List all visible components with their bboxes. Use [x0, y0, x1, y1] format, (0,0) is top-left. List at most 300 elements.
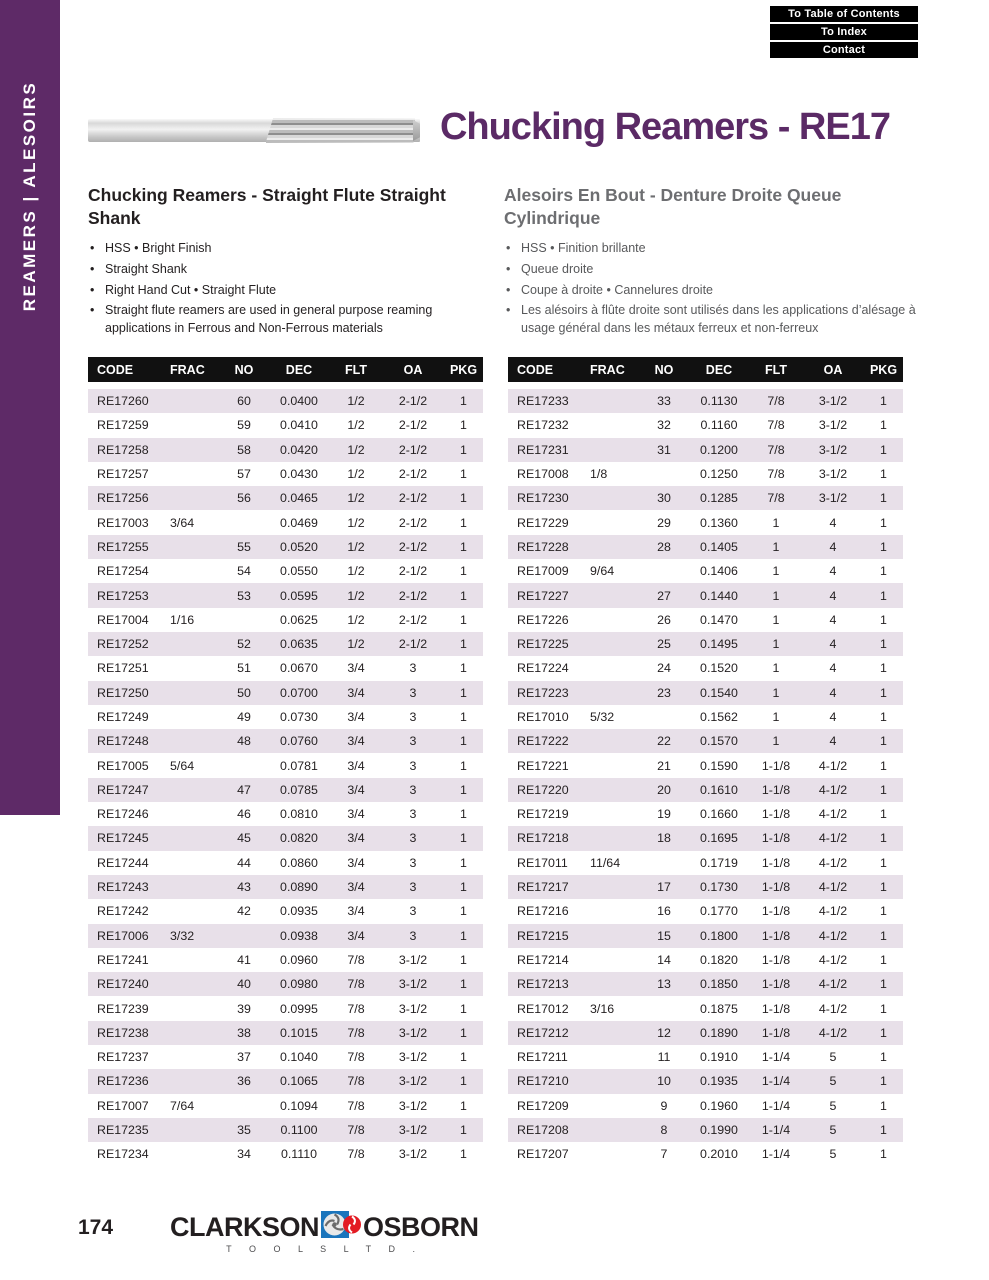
intro-french-bullets: [504, 240, 919, 338]
column-header: DEC: [688, 357, 750, 389]
table-cell: [168, 705, 220, 729]
table-cell: 1: [460, 855, 467, 870]
table-cell: 1: [864, 535, 903, 559]
table-cell: [588, 535, 640, 559]
table-cell: 1: [864, 778, 903, 802]
table-cell: 2-1/2: [398, 515, 428, 530]
table-row: [88, 753, 483, 777]
table-cell: [640, 996, 688, 1020]
table-cell: 1: [460, 564, 467, 579]
page-title: Chucking Reamers - RE17: [439, 106, 890, 148]
table-cell: 0.1990: [688, 1118, 750, 1142]
table-cell: 3/4: [347, 661, 365, 676]
table-cell: 1: [864, 583, 903, 607]
table-row: [508, 510, 903, 534]
table-cell: 32: [657, 418, 671, 433]
table-cell: 7/8: [767, 418, 785, 433]
table-cell: [168, 875, 220, 899]
table-cell: 17: [640, 875, 688, 899]
bullet-item: • HSS • Bright Finish: [88, 240, 496, 258]
table-cell: 3-1/2: [398, 952, 428, 967]
table-cell: 1/2: [330, 438, 382, 462]
table-cell: RE17225: [508, 632, 588, 656]
table-cell: 7: [660, 1147, 668, 1162]
table-cell: 1: [444, 632, 483, 656]
table-cell: 1: [444, 681, 483, 705]
table-row: [88, 851, 483, 875]
bullet-item: • HSS • Finition brillante: [504, 240, 919, 258]
table-cell: 21: [657, 758, 671, 773]
table-cell: [588, 948, 640, 972]
table-cell: 4-1/2: [818, 1001, 848, 1016]
table-cell: 14: [657, 952, 671, 967]
table-cell: [168, 462, 220, 486]
table-cell: 1: [880, 855, 887, 870]
table-row: [508, 826, 903, 850]
table-cell: 4: [829, 515, 837, 530]
table-cell: 1-1/8: [761, 807, 791, 822]
table-cell: 3-1/2: [398, 1050, 428, 1065]
table-cell: 1: [460, 758, 467, 773]
table-row: [88, 1069, 483, 1093]
column-header: CODE: [88, 357, 168, 389]
table-cell: RE17010: [517, 710, 569, 724]
table-cell: 0.1040: [280, 1050, 318, 1065]
table-cell: RE17252: [88, 632, 168, 656]
table-cell: [168, 438, 220, 462]
nav-button-table-of-contents[interactable]: To Table of Contents: [770, 6, 918, 22]
table-cell: RE17220: [508, 778, 588, 802]
intro-english: [88, 184, 496, 341]
table-cell: 3-1/2: [802, 438, 864, 462]
table-cell: RE17249: [97, 710, 149, 724]
table-cell: [588, 802, 640, 826]
table-cell: RE17247: [88, 778, 168, 802]
table-cell: 4-1/2: [802, 924, 864, 948]
table-cell: 3: [382, 681, 444, 705]
table-cell: 1: [444, 438, 483, 462]
table-cell: 0.1910: [700, 1050, 738, 1065]
table-cell: [588, 681, 640, 705]
table-cell: [588, 608, 640, 632]
table-cell: 3-1/2: [802, 389, 864, 413]
table-cell: RE17207: [517, 1147, 569, 1162]
table-cell: 3: [382, 729, 444, 753]
table-cell: 3: [409, 758, 417, 773]
table-cell: 30: [640, 486, 688, 510]
table-cell: [588, 486, 640, 510]
table-cell: 51: [237, 661, 251, 676]
table-cell: 9: [660, 1098, 668, 1113]
table-cell: [168, 729, 220, 753]
table-row: [88, 826, 483, 850]
table-cell: 47: [220, 778, 268, 802]
table-cell: 1/2: [347, 564, 365, 579]
table-cell: 0.1820: [700, 952, 738, 967]
spec-table-left: [88, 357, 483, 1167]
nav-button-index[interactable]: To Index: [770, 24, 918, 40]
table-cell: 5: [829, 1098, 837, 1113]
table-cell: 4-1/2: [802, 875, 864, 899]
table-cell: 45: [220, 826, 268, 850]
table-cell: 27: [640, 583, 688, 607]
table-row: [88, 778, 483, 802]
table-row: [508, 438, 903, 462]
table-cell: 0.1406: [700, 564, 738, 579]
table-cell: 58: [220, 438, 268, 462]
table-row: [88, 632, 483, 656]
table-cell: 24: [657, 661, 671, 676]
table-cell: 1: [864, 1118, 903, 1142]
table-cell: 18: [640, 826, 688, 850]
table-row: [508, 559, 903, 583]
intro-french-heading: Alesoirs En Bout - Denture Droite Queue Cylindrique: [504, 185, 842, 229]
table-cell: 13: [640, 972, 688, 996]
table-cell: 0.1200: [688, 438, 750, 462]
table-cell: 4-1/2: [818, 904, 848, 919]
table-cell: 3-1/2: [382, 1069, 444, 1093]
table-cell: 3-1/2: [802, 486, 864, 510]
table-cell: 1: [444, 729, 483, 753]
table-cell: 16: [657, 904, 671, 919]
table-cell: 0.1540: [688, 681, 750, 705]
table-cell: [168, 656, 220, 680]
table-cell: 49: [237, 710, 251, 724]
table-cell: 1: [880, 1001, 887, 1016]
table-cell: [168, 1142, 220, 1166]
table-cell: 1: [864, 972, 903, 996]
table-cell: 1: [460, 661, 467, 676]
table-cell: 0.0550: [280, 564, 318, 579]
table-cell: 4: [802, 535, 864, 559]
table-cell: 1-1/4: [761, 1147, 791, 1162]
table-cell: 0.0465: [268, 486, 330, 510]
table-cell: 1: [460, 952, 467, 967]
table-cell: 3: [409, 807, 417, 822]
table-cell: 1: [864, 438, 903, 462]
table-cell: 7/8: [750, 486, 802, 510]
table-cell: 28: [640, 535, 688, 559]
table-cell: [588, 826, 640, 850]
table-cell: 1-1/4: [761, 1050, 791, 1065]
table-cell: RE17223: [508, 681, 588, 705]
table-cell: 2-1/2: [382, 486, 444, 510]
table-cell: 1: [460, 515, 467, 530]
table-cell: 11/64: [590, 855, 621, 870]
table-cell: 3: [409, 710, 417, 724]
table-cell: RE17004: [97, 612, 149, 627]
table-cell: 1: [750, 729, 802, 753]
table-cell: 1: [772, 612, 780, 627]
table-cell: 0.0810: [280, 807, 318, 822]
table-cell: RE17213: [508, 972, 588, 996]
table-cell: 20: [640, 778, 688, 802]
nav-button-contact[interactable]: Contact: [770, 42, 918, 58]
table-row: [508, 753, 903, 777]
table-cell: 31: [640, 438, 688, 462]
table-cell: RE17212: [508, 1021, 588, 1045]
table-cell: 3/4: [330, 826, 382, 850]
table-cell: 1-1/4: [750, 1118, 802, 1142]
table-cell: RE17240: [88, 972, 168, 996]
table-cell: RE17218: [508, 826, 588, 850]
table-cell: 0.1015: [268, 1021, 330, 1045]
page-number: 174: [78, 1216, 114, 1239]
table-cell: RE17227: [508, 583, 588, 607]
table-cell: 4: [829, 612, 837, 627]
table-cell: 39: [237, 1001, 251, 1016]
table-cell: 1: [864, 826, 903, 850]
table-row: [508, 608, 903, 632]
table-cell: 29: [657, 515, 671, 530]
table-cell: 3/4: [330, 729, 382, 753]
table-cell: 0.0980: [268, 972, 330, 996]
table-row: [508, 656, 903, 680]
table-cell: 0.1800: [688, 924, 750, 948]
table-cell: 0.1570: [688, 729, 750, 753]
column-header: NO: [640, 357, 688, 389]
table-cell: 15: [640, 924, 688, 948]
table-cell: 7/8: [330, 1118, 382, 1142]
table-cell: 1: [864, 729, 903, 753]
table-row: [88, 681, 483, 705]
table-cell: [588, 583, 640, 607]
table-cell: 1/2: [347, 515, 365, 530]
table-row: [88, 608, 483, 632]
table-cell: 0.0890: [268, 875, 330, 899]
table-cell: 1: [444, 583, 483, 607]
table-cell: 1: [880, 952, 887, 967]
table-row: [88, 559, 483, 583]
table-cell: [588, 778, 640, 802]
table-cell: RE17228: [508, 535, 588, 559]
table-cell: 1: [750, 583, 802, 607]
table-cell: 1-1/8: [750, 778, 802, 802]
table-cell: 4-1/2: [802, 778, 864, 802]
table-cell: 3-1/2: [818, 418, 848, 433]
table-cell: [168, 681, 220, 705]
table-row: [88, 729, 483, 753]
table-cell: 0.1935: [688, 1069, 750, 1093]
table-cell: 0.1660: [700, 807, 738, 822]
table-cell: [220, 510, 268, 534]
bullet-item: • Straight Shank: [88, 261, 496, 279]
table-cell: 0.1130: [688, 389, 750, 413]
table-cell: RE17235: [88, 1118, 168, 1142]
table-cell: RE17208: [508, 1118, 588, 1142]
table-cell: 7/8: [347, 1147, 365, 1162]
table-cell: RE17221: [517, 758, 569, 773]
table-cell: 3-1/2: [398, 1001, 428, 1016]
table-cell: RE17246: [97, 807, 149, 822]
table-cell: RE17012: [517, 1001, 569, 1016]
table-cell: 46: [237, 807, 251, 822]
intro-english-heading: Chucking Reamers - Straight Flute Straight Shank: [88, 185, 446, 229]
table-cell: 1/2: [330, 535, 382, 559]
table-cell: RE17224: [517, 661, 569, 676]
table-cell: 0.0430: [280, 467, 318, 482]
table-cell: RE17008: [517, 467, 569, 482]
table-cell: 5: [829, 1050, 837, 1065]
table-cell: 1: [460, 1147, 467, 1162]
table-cell: 1: [444, 924, 483, 948]
table-cell: 0.0670: [280, 661, 318, 676]
table-cell: 2-1/2: [382, 632, 444, 656]
table-cell: [168, 851, 220, 875]
table-cell: 1/2: [330, 583, 382, 607]
table-cell: 55: [220, 535, 268, 559]
table-cell: 3-1/2: [398, 1098, 428, 1113]
column-header: FRAC: [588, 357, 640, 389]
table-cell: [588, 389, 640, 413]
table-cell: 1: [444, 1069, 483, 1093]
table-cell: 1: [864, 681, 903, 705]
table-row: [88, 1045, 483, 1069]
cutter-wheel-logo-icon: [321, 1210, 361, 1244]
table-row: [508, 729, 903, 753]
table-cell: RE17222: [508, 729, 588, 753]
table-cell: 1: [772, 661, 780, 676]
table-cell: 10: [640, 1069, 688, 1093]
table-cell: RE17248: [88, 729, 168, 753]
reamer-flutes: [266, 118, 415, 143]
table-cell: RE17229: [517, 515, 569, 530]
table-cell: 3-1/2: [818, 467, 848, 482]
table-cell: 8: [640, 1118, 688, 1142]
table-row: [508, 462, 903, 486]
table-cell: 1: [460, 467, 467, 482]
table-cell: 2-1/2: [382, 535, 444, 559]
table-cell: [588, 1069, 640, 1093]
table-cell: 56: [220, 486, 268, 510]
table-cell: 4-1/2: [818, 807, 848, 822]
table-row: [88, 1094, 483, 1118]
table-cell: 0.1470: [700, 612, 738, 627]
column-header: PKG: [444, 357, 483, 389]
table-cell: 53: [220, 583, 268, 607]
table-cell: RE17237: [97, 1050, 149, 1065]
table-row: [508, 1069, 903, 1093]
table-cell: 1/2: [330, 486, 382, 510]
table-cell: 3-1/2: [382, 1021, 444, 1045]
table-cell: 3/4: [347, 710, 365, 724]
bullet-item: • Straight flute reamers are used in general purpose reaming applications in Ferrous and Non-Ferrous materials: [88, 302, 496, 338]
table-cell: [168, 1021, 220, 1045]
table-cell: RE17260: [88, 389, 168, 413]
table-row: [508, 778, 903, 802]
table-cell: RE17003: [97, 515, 149, 530]
table-cell: [588, 899, 640, 923]
table-cell: 1: [444, 535, 483, 559]
table-row: [88, 656, 483, 680]
table-cell: RE17007: [97, 1098, 149, 1113]
table-cell: RE17255: [88, 535, 168, 559]
table-cell: 0.0469: [280, 515, 318, 530]
table-cell: RE17226: [517, 612, 569, 627]
table-cell: 1-1/8: [750, 875, 802, 899]
table-cell: RE17258: [88, 438, 168, 462]
table-cell: RE17009: [517, 564, 569, 579]
table-cell: [640, 462, 688, 486]
table-cell: 1: [880, 1147, 887, 1162]
table-cell: 0.0730: [280, 710, 318, 724]
table-cell: RE17011: [517, 855, 568, 870]
table-row: [508, 1021, 903, 1045]
table-cell: RE17242: [97, 904, 149, 919]
table-cell: RE17245: [88, 826, 168, 850]
table-cell: [168, 535, 220, 559]
table-cell: [168, 583, 220, 607]
spec-table-right-body: [508, 389, 903, 1167]
table-cell: 4-1/2: [818, 758, 848, 773]
table-cell: 3/32: [168, 924, 220, 948]
column-header: DEC: [268, 357, 330, 389]
table-cell: RE17216: [517, 904, 569, 919]
table-cell: [588, 413, 640, 437]
table-cell: 35: [220, 1118, 268, 1142]
table-cell: 0.1405: [688, 535, 750, 559]
table-cell: 3/16: [590, 1001, 615, 1016]
table-cell: 4: [802, 681, 864, 705]
table-cell: 3/4: [347, 758, 365, 773]
table-cell: 0.1094: [280, 1098, 318, 1113]
table-cell: 1: [460, 1001, 467, 1016]
table-row: [88, 413, 483, 437]
table-cell: 3/4: [347, 855, 365, 870]
table-cell: RE17005: [97, 758, 149, 773]
table-cell: 0.1065: [268, 1069, 330, 1093]
table-cell: 7/8: [750, 438, 802, 462]
table-cell: 0.1520: [700, 661, 738, 676]
table-row: [508, 413, 903, 437]
table-cell: [168, 559, 220, 583]
table-cell: 1: [460, 612, 467, 627]
table-cell: 22: [640, 729, 688, 753]
table-cell: 54: [237, 564, 251, 579]
spec-table-right: [508, 357, 903, 1167]
table-cell: 1-1/8: [750, 972, 802, 996]
table-cell: 0.0960: [280, 952, 318, 967]
table-cell: 5/64: [170, 758, 195, 773]
table-cell: 1: [880, 612, 887, 627]
table-row: [508, 535, 903, 559]
table-cell: [588, 1021, 640, 1045]
table-cell: 3/4: [330, 875, 382, 899]
table-cell: 4-1/2: [818, 952, 848, 967]
table-cell: 1: [460, 1050, 467, 1065]
table-cell: 4: [829, 661, 837, 676]
table-cell: 1/16: [170, 612, 195, 627]
sidebar-vertical-label: REAMERS | ALESOIRS: [20, 80, 39, 312]
table-cell: RE17253: [88, 583, 168, 607]
table-cell: [220, 608, 268, 632]
table-cell: 1: [880, 758, 887, 773]
table-cell: 0.0420: [268, 438, 330, 462]
table-cell: [588, 510, 640, 534]
table-row: [88, 389, 483, 413]
table-cell: 0.0700: [268, 681, 330, 705]
table-cell: 3: [382, 924, 444, 948]
table-cell: 2-1/2: [398, 467, 428, 482]
table-cell: 2-1/2: [398, 418, 428, 433]
table-cell: 1: [880, 1050, 887, 1065]
table-cell: 43: [220, 875, 268, 899]
bullet-item: • Les alésoirs à flûte droite sont utilisés dans les applications d’alésage à usage général dans les métaux ferreux et non-ferreux: [504, 302, 919, 338]
table-cell: [168, 948, 220, 972]
table-cell: 0.1770: [700, 904, 738, 919]
column-header: NO: [220, 357, 268, 389]
table-cell: 1/2: [347, 612, 365, 627]
